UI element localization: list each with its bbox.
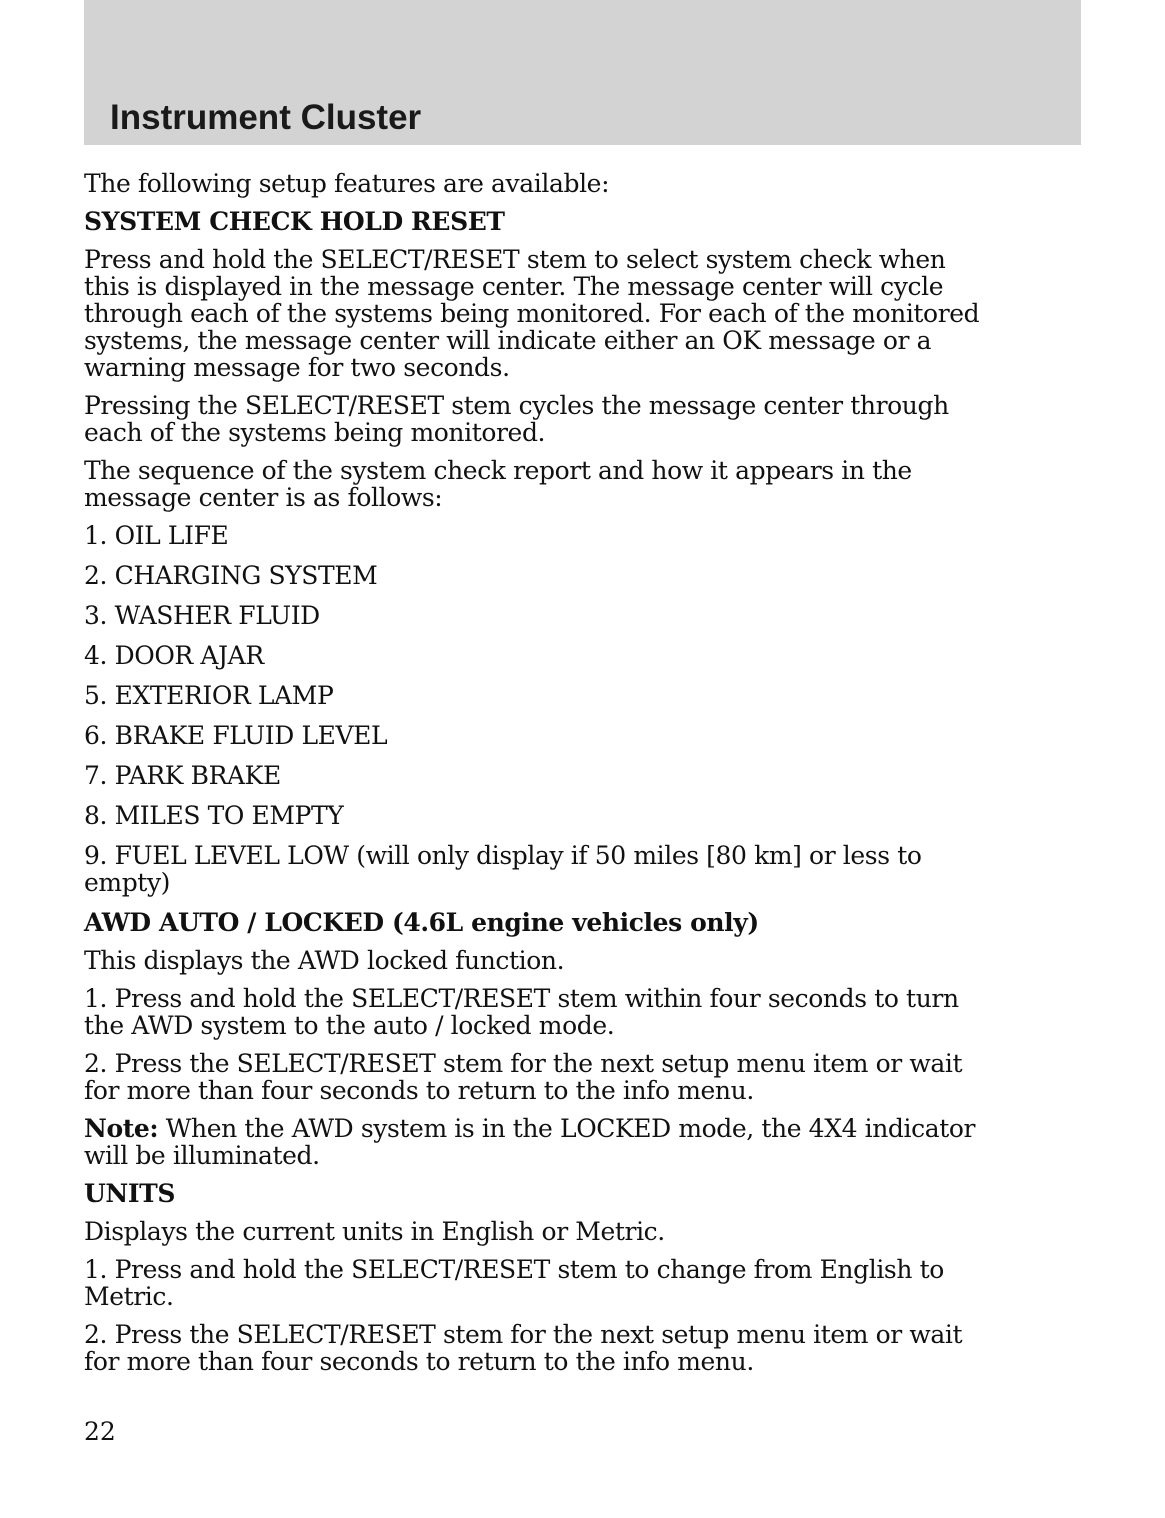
note-label: Note:: [84, 1114, 159, 1143]
header-band: [84, 0, 1081, 145]
units-step-2: 2. Press the SELECT/RESET stem for the next setup menu item or wait for more than four seconds to return to the info menu.: [84, 1320, 963, 1376]
document-body: [84, 170, 1084, 1386]
system-check-paragraph-1: Press and hold the SELECT/RESET stem to select system check when this is displayed in the message center. The message center will cycle through each of the systems being monitored. For each of the monitored systems, the message center will indicate either an OK message or a warning message for two seconds.: [84, 245, 980, 382]
awd-heading: AWD AUTO / LOCKED (4.6L engine vehicles only): [84, 908, 759, 937]
list-item: 5. EXTERIOR LAMP: [84, 681, 334, 710]
system-check-paragraph-3: The sequence of the system check report and how it appears in the message center is as follows:: [84, 456, 912, 512]
list-item: 2. CHARGING SYSTEM: [84, 561, 378, 590]
page-number: 22: [84, 1417, 116, 1446]
list-item: 1. OIL LIFE: [84, 521, 229, 550]
units-description: Displays the current units in English or Metric.: [84, 1217, 665, 1246]
list-item: 4. DOOR AJAR: [84, 641, 264, 670]
list-item: 7. PARK BRAKE: [84, 761, 281, 790]
list-item: 6. BRAKE FLUID LEVEL: [84, 721, 388, 750]
units-step-1: 1. Press and hold the SELECT/RESET stem to change from English to Metric.: [84, 1255, 944, 1311]
units-heading: UNITS: [84, 1179, 176, 1208]
system-check-heading: SYSTEM CHECK HOLD RESET: [84, 207, 505, 236]
system-check-paragraph-2: Pressing the SELECT/RESET stem cycles the message center through each of the systems being monitored.: [84, 391, 949, 447]
page-title: Instrument Cluster: [110, 98, 422, 137]
note-text: When the AWD system is in the LOCKED mode, the 4X4 indicator will be illuminated.: [84, 1114, 976, 1170]
list-item: 3. WASHER FLUID: [84, 601, 320, 630]
awd-description: This displays the AWD locked function.: [84, 946, 565, 975]
list-item: 9. FUEL LEVEL LOW (will only display if 50 miles [80 km] or less to empty): [84, 841, 922, 897]
intro-text: The following setup features are available:: [84, 169, 610, 198]
awd-step-1: 1. Press and hold the SELECT/RESET stem within four seconds to turn the AWD system to the auto / locked mode.: [84, 984, 959, 1040]
list-item: 8. MILES TO EMPTY: [84, 801, 344, 830]
awd-note: [84, 1115, 1084, 1169]
awd-step-2: 2. Press the SELECT/RESET stem for the next setup menu item or wait for more than four seconds to return to the info menu.: [84, 1049, 963, 1105]
